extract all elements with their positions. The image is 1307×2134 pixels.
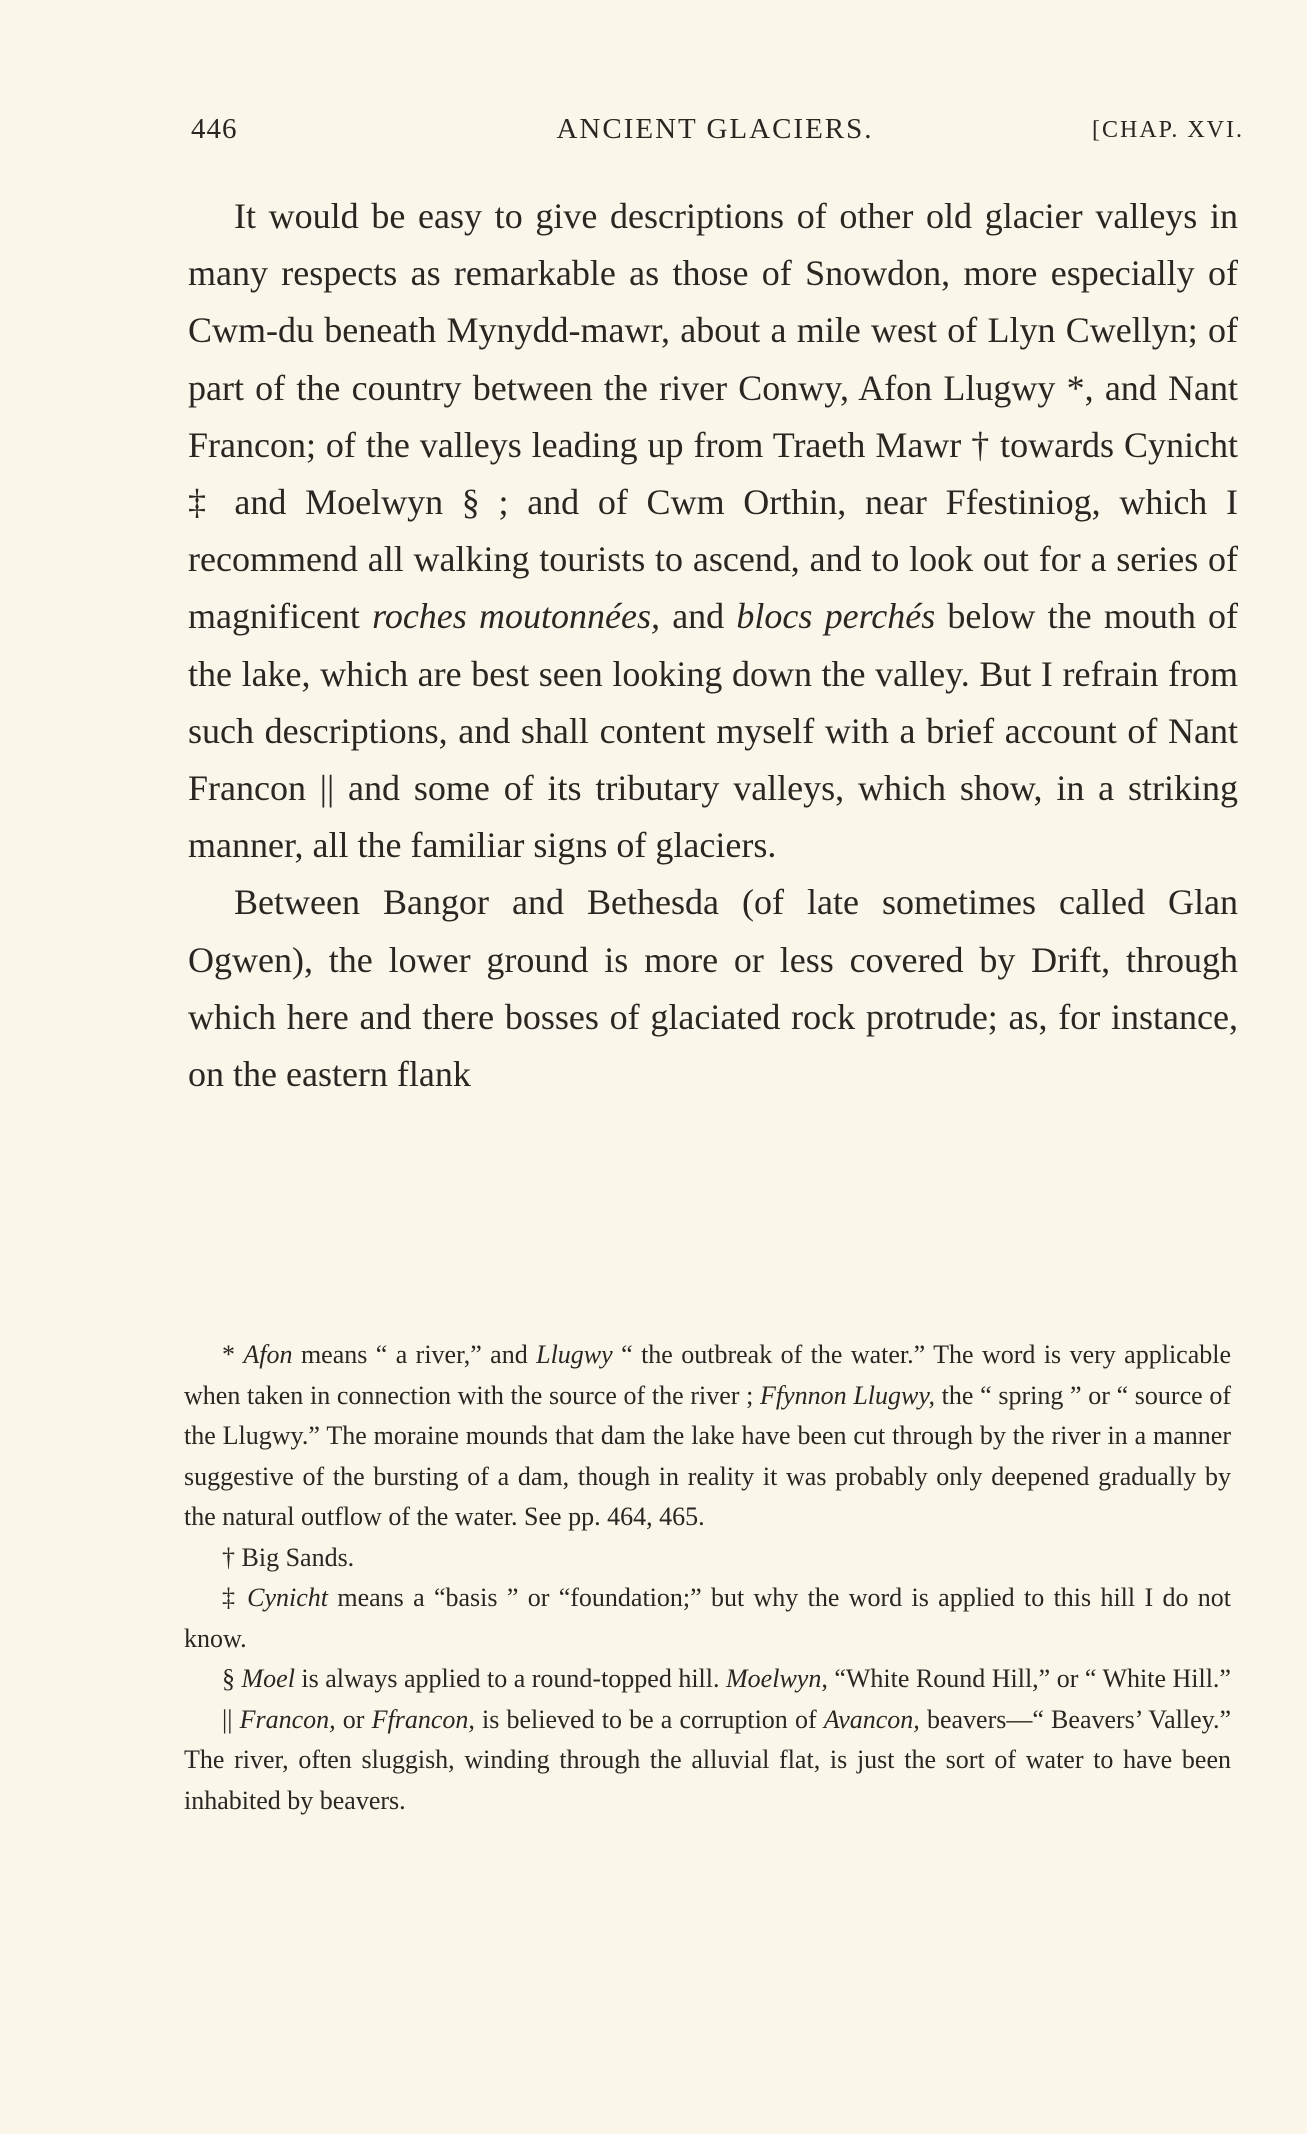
- footnote-afon: [184, 1335, 1231, 1538]
- text-segment: is always applied to a round-topped hill.: [294, 1664, 727, 1693]
- text-segment: beavers—“ Beavers’ Valley.” The river, often sluggish, winding through the alluvial flat, is just the sort of water to have been inhabited by beavers.: [184, 1704, 1231, 1815]
- text-segment-italic: blocs perchés: [736, 596, 936, 637]
- body-paragraph: [188, 188, 1238, 874]
- text-segment: or: [335, 1704, 372, 1734]
- text-segment-italic: Afon: [243, 1340, 293, 1369]
- text-segment-italic: Francon,: [239, 1704, 336, 1734]
- footnote-marker: *: [222, 1340, 244, 1369]
- text-segment-italic: Avancon,: [823, 1704, 920, 1734]
- footnote-big-sands: [184, 1538, 1231, 1579]
- text-segment: “ the outbreak of the water.” The word is very applicable when taken in connection with the source of the river ;: [184, 1340, 1232, 1410]
- footnote-moel: [184, 1659, 1231, 1700]
- text-segment: It would be easy to give descriptions of other old glacier valleys in many respects as remarkable as those of Snowdon, more especially of Cwm-du beneath Mynydd-mawr, about a mile west of Llyn Cwellyn; of part of the country between the river Conwy, Afon Llugwy *, and Nant Francon; of the valleys leading up from Traeth Mawr † towards Cynicht ‡ and Moelwyn § ; and of Cwm Orthin, near Ffestiniog, which I recommend all walking tourists to ascend, and to look out for a series of magnificent: [188, 196, 1238, 637]
- body-paragraph: [188, 874, 1238, 1103]
- text-segment: the “ spring ” or “ source of the Llugwy.” The moraine mounds that dam the lake have been cut through by the river in a manner suggestive of the bursting of a dam, though in reality it was probably only deepened gradually by the natural outflow of the water. See pp. 464, 465.: [184, 1380, 1231, 1531]
- text-segment-italic: roches moutonnées,: [372, 596, 660, 637]
- text-segment: and: [659, 596, 737, 637]
- running-title: ANCIENT GLACIERS.: [556, 113, 874, 145]
- text-segment: is believed to be a corruption of: [474, 1704, 824, 1734]
- page-number: 446: [191, 113, 238, 145]
- running-header: [186, 113, 1244, 153]
- footnotes: [184, 1335, 1231, 1821]
- text-segment: means “ a river,” and: [292, 1340, 537, 1369]
- text-segment-italic: Ffynnon Llugwy,: [760, 1380, 935, 1410]
- text-segment-italic: Llugwy: [536, 1340, 613, 1369]
- text-segment-italic: Moelwyn,: [726, 1664, 828, 1693]
- footnote-marker: ‡: [222, 1583, 248, 1612]
- text-segment: † Big Sands.: [222, 1542, 355, 1572]
- text-segment: “White Round Hill,” or “ White Hill.”: [827, 1664, 1231, 1693]
- footnote-francon: [184, 1700, 1231, 1822]
- text-segment-italic: Ffrancon,: [371, 1704, 475, 1734]
- text-segment: below the mouth of the lake, which are best seen looking down the valley. But I refrain from such descriptions, and shall content myself with a brief account of Nant Francon || and some of its tributary valleys, which show, in a striking manner, all the familiar signs of glaciers.: [188, 596, 1239, 866]
- chapter-marker: [CHAP. XVI.: [1091, 117, 1244, 143]
- body-text: [188, 188, 1238, 1103]
- footnote-cynicht: [184, 1578, 1231, 1659]
- footnote-marker: ||: [222, 1704, 240, 1734]
- footnote-marker: §: [222, 1664, 242, 1693]
- text-segment: means a “basis ” or “foundation;” but why the word is applied to this hill I do not know.: [184, 1583, 1231, 1653]
- text-segment-italic: Cynicht: [247, 1583, 329, 1612]
- text-segment-italic: Moel: [241, 1664, 295, 1693]
- text-segment: Between Bangor and Bethesda (of late sometimes called Glan Ogwen), the lower ground is more or less covered by Drift, through which here and there bosses of glaciated rock protrude; as, for instance, on the eastern flank: [188, 882, 1238, 1095]
